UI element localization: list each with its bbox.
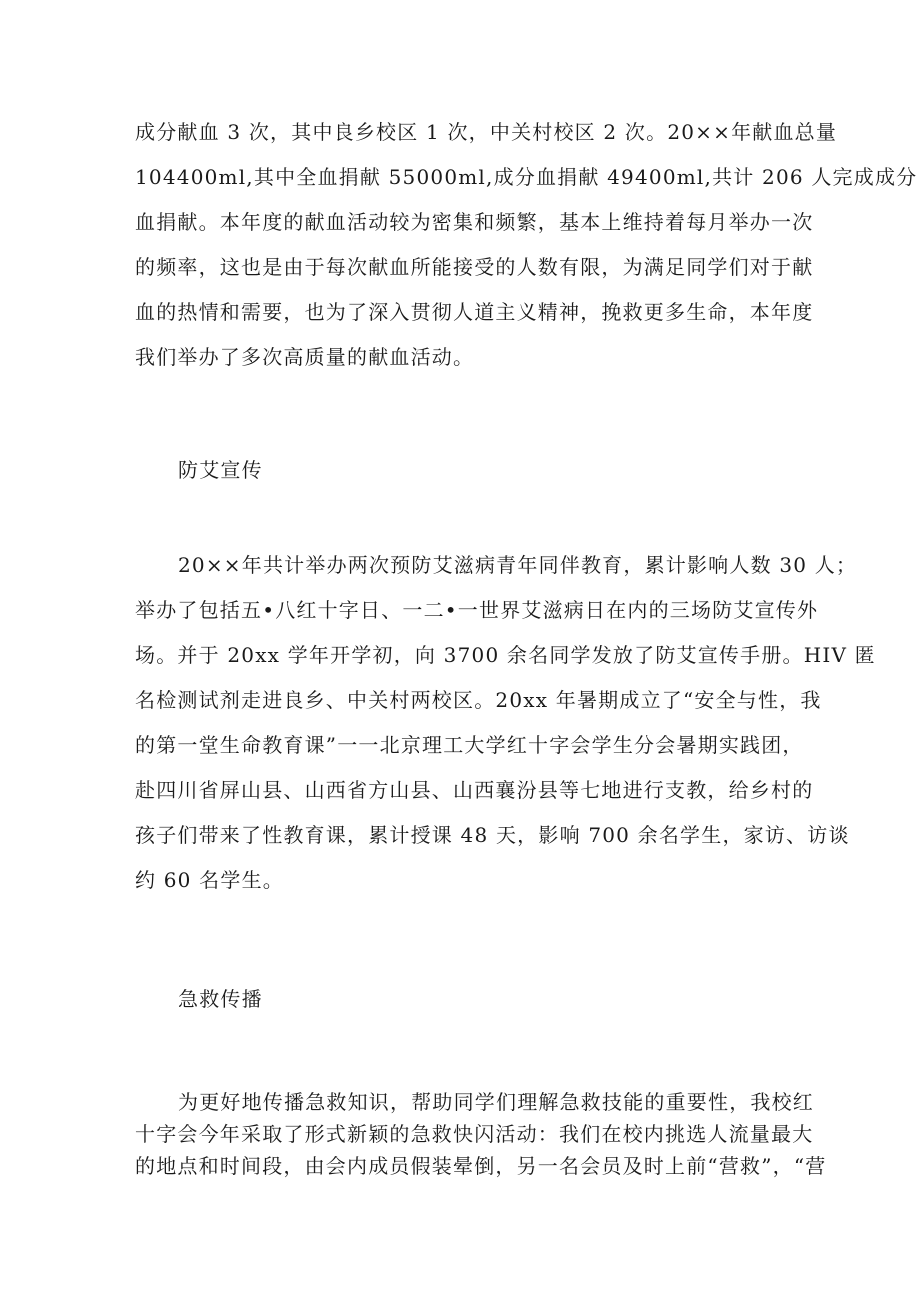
section-heading-first-aid: 急救传播 <box>178 987 263 1011</box>
text-line: 血的热情和需要，也为了深入贯彻人道主义精神，挽救更多生命，本年度 <box>135 300 814 324</box>
text-line: 20××年共计举办两次预防艾滋病青年同伴教育，累计影响人数 30 人； <box>178 553 858 577</box>
text-line: 名检测试剂走进良乡、中关村两校区。20xx 年暑期成立了“安全与性，我 <box>135 688 822 712</box>
text-line: 的第一堂生命教育课”一一北京理工大学红十字会学生分会暑期实践团， <box>135 733 804 757</box>
paragraph-blood-donation <box>135 110 918 380</box>
text-line: 我们举办了多次高质量的献血活动。 <box>135 345 475 369</box>
text-line: 成分献血 3 次，其中良乡校区 1 次，中关村校区 2 次。20××年献血总量 <box>135 120 838 144</box>
text-line: 的频率，这也是由于每次献血所能接受的人数有限，为满足同学们对于献 <box>135 255 814 279</box>
text-line: 104400ml,其中全血捐献 55000ml,成分血捐献 49400ml,共计 206 人完成成分 <box>135 165 918 189</box>
text-line: 场。并于 20xx 学年开学初，向 3700 余名同学发放了防艾宣传手册。HIV 匿 <box>135 643 876 667</box>
paragraph-first-aid <box>135 1086 827 1182</box>
text-line: 为更好地传播急救知识，帮助同学们理解急救技能的重要性，我校红 <box>178 1090 814 1114</box>
paragraph-aids-education <box>135 543 876 903</box>
text-line: 孩子们带来了性教育课，累计授课 48 天，影响 700 余名学生，家访、访谈 <box>135 823 850 847</box>
text-line: 十字会今年采取了形式新颖的急救快闪活动：我们在校内挑选人流量最大 <box>135 1122 814 1146</box>
section-heading-aids: 防艾宣传 <box>178 458 263 482</box>
text-line: 血捐献。本年度的献血活动较为密集和频繁，基本上维持着每月举办一次 <box>135 210 814 234</box>
text-line: 举办了包括五•八红十字日、一二•一世界艾滋病日在内的三场防艾宣传外 <box>135 598 819 622</box>
text-line: 约 60 名学生。 <box>135 868 284 892</box>
text-line: 的地点和时间段，由会内成员假装晕倒，另一名会员及时上前“营救”，“营 <box>135 1154 827 1178</box>
text-line: 赴四川省屏山县、山西省方山县、山西襄汾县等七地进行支教，给乡村的 <box>135 778 814 802</box>
